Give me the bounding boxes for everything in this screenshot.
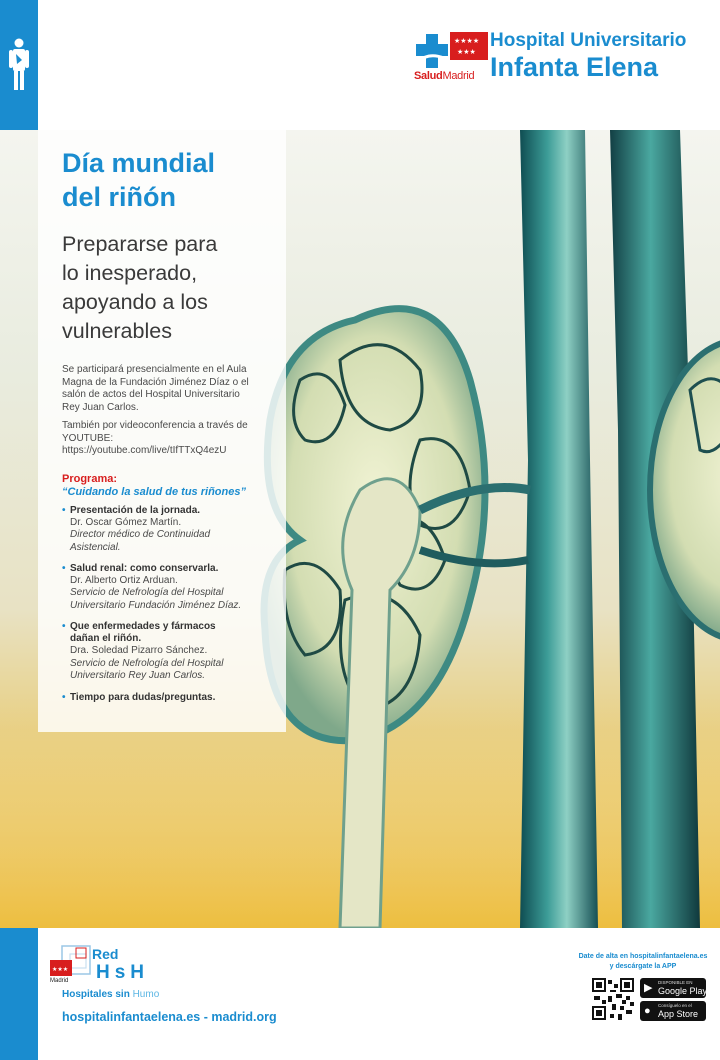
bullet-icon: • [62, 563, 66, 574]
website-link[interactable]: hospitalinfantaelena.es - madrid.org [62, 1010, 277, 1024]
hospital-name-line1: Hospital Universitario [490, 30, 687, 51]
madrid-flag-icon [450, 32, 488, 60]
program-item: • Que enfermedades y fármacos dañan el riñón. Dra. Soledad Pizarro Sánchez. Servicio de Nefrología del Hospital Universitario Rey Juan Carlos. [62, 621, 224, 681]
google-play-icon: ▶ [644, 982, 653, 994]
svg-text:★★★: ★★★ [52, 966, 69, 973]
qr-code-icon[interactable] [592, 978, 634, 1020]
apple-icon: ● [644, 1005, 651, 1017]
svg-text:★★★★: ★★★★ [454, 37, 480, 45]
hospitales-sin-humo-label: Hospitales sin Humo [62, 989, 160, 1000]
madrid-flag-small-icon [50, 960, 72, 976]
venue-text: Se participará presencialmente en el Aula Magna de la Fundación Jiménez Díaz o el salón de actos del Hospital Universitario Rey Juan Carlos. [62, 364, 249, 413]
bullet-icon: • [62, 505, 66, 516]
salud-madrid-label: SaludMadrid [414, 70, 475, 82]
hospital-name-line2: Infanta Elena [490, 52, 659, 82]
event-title: Día mundial del riñón [62, 148, 216, 212]
hospital-logo [414, 28, 714, 88]
google-play-button[interactable]: ▶ DISPONIBLE EN Google Play [640, 978, 706, 998]
bullet-icon: • [62, 621, 66, 632]
youtube-link[interactable]: https://youtube.com/live/tIfTTxQ4ezU [62, 445, 227, 456]
program-subtitle: “Cuidando la salud de tus riñones” [62, 486, 246, 498]
event-subtitle: Prepararse para lo inesperado, apoyando a los vulnerables [62, 232, 218, 343]
left-blue-strip-bottom [0, 928, 38, 1060]
svg-text:★★★: ★★★ [457, 48, 476, 56]
app-download-text: Date de alta en hospitalinfantaelena.es y descárgate la APP [578, 953, 708, 970]
program-heading: Programa: [62, 473, 118, 485]
bullet-icon: • [62, 692, 66, 703]
program-item: • Tiempo para dudas/preguntas. [62, 692, 216, 703]
patient-person-icon [9, 38, 29, 90]
program-item: • Salud renal: como conservarla. Dr. Alberto Ortiz Arduan. Servicio de Nefrología del Hospital Universitario Fundación Jiménez Díaz. [62, 563, 242, 611]
hsh-label: HsH [96, 962, 150, 983]
salud-cross-icon [414, 32, 450, 72]
program-item: • Presentación de la jornada. Dr. Oscar Gómez Martín. Director médico de Continuidad Asistencial. [62, 505, 211, 553]
madrid-mini-label: Madrid [50, 978, 69, 984]
red-label: Red [92, 946, 119, 962]
video-text: También por videoconferencia a través de YOUTUBE: https://youtube.com/live/tIfTTxQ4ezU [62, 420, 282, 458]
left-blue-strip-top [0, 0, 38, 130]
app-store-button[interactable]: ● Consíguelo en el App Store [640, 1001, 706, 1021]
